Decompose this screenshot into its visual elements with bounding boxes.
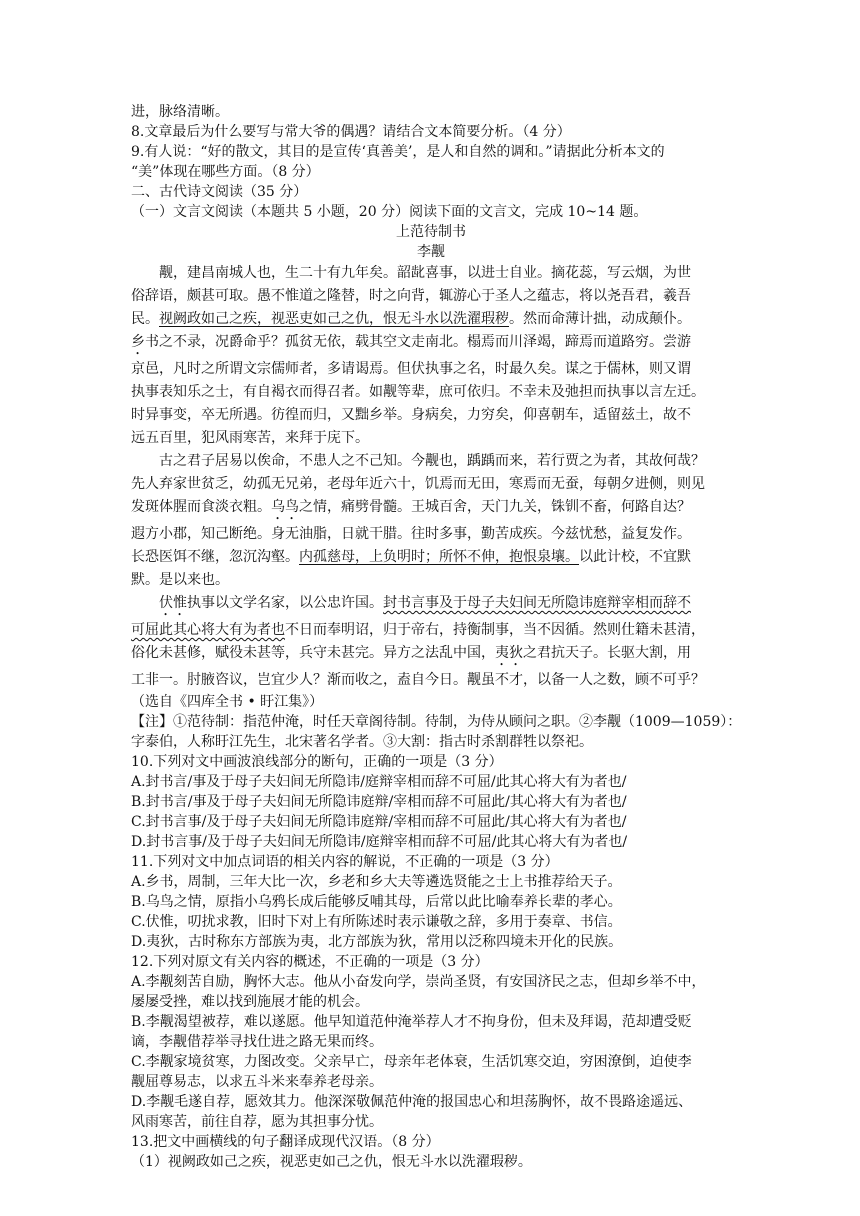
question-12-option-b: B.李觏渴望被荐，难以遂愿。他早知道范仲淹举荐人才不拘身份，但未及拜谒，范却遭受贬 (131, 1014, 692, 1030)
passage-line: 先人弃家世贫乏，幼孤无兄弟，老母年近六十，饥焉而无田，寒焉而无蚕，每朝夕进侧，则见 (131, 476, 705, 492)
passage-line: 觏，建昌南城人也，生二十有九年矣。韶龀喜事，以进士自业。摘花蕊，写云烟，为世 (159, 265, 691, 281)
passage-line: 时异事变，卒无所遇。彷徨而归，又黜乡举。身病矣，力穷矣，仰喜朝车，适留兹土，故不 (131, 407, 691, 423)
passage-line: 执事表知乐之士，有自褐衣而得召者。如觏等辈，庶可依归。不幸未及弛担而执事以言左迁。 (131, 384, 705, 400)
note-line-2: 字泰伯，人称盱江先生，北宋著名学者。③大割：指古时杀割群牲以祭祀。 (131, 734, 593, 750)
document-content (131, 102, 742, 1172)
underlined-sentence-1: 视阙政如己之疾，视恶吏如己之仇，恨无斗水以洗濯瑕秽 (159, 311, 509, 327)
question-10-option-b: B.封书言/事及于母子夫妇间无所隐讳庭辩/宰相而辞不可屈此/其心将大有为者也/ (131, 794, 627, 810)
question-10-option-d: D.封书言事/及于母子夫妇间无所隐讳/庭辩宰相而辞不可屈/此其心将大有为者也/ (131, 834, 628, 850)
passage-line: 发斑体腥而食淡衣粗。乌鸟之情，痛劈骨髓。王城百舍，天门九关，铢钏不畜，何路自达？ (131, 499, 691, 515)
question-11-option-b: B.乌鸟之情，原指小乌鸦长成后能够反哺其母，后常以此比喻奉养长辈的孝心。 (131, 894, 622, 910)
passage-line: 京邑，凡时之所谓文宗儒师者，多请谒焉。但伏执事之名，时最久矣。谋之于儒林，则又谓 (131, 361, 691, 377)
question-13-stem: 13.把文中画横线的句子翻译成现代汉语。（8 分） (131, 1134, 440, 1150)
dotted-word-yidi: 夷狄 (495, 645, 523, 661)
question-12-option-c-cont: 觏屈尊易志，以求五斗米来奉养老母亲。 (131, 1074, 383, 1090)
question-10-option-a: A.封书言/事及于母子夫妇间无所隐讳/庭辩宰相而辞不可屈/此其心将大有为者也/ (131, 774, 627, 790)
passage-line: 乡书之不录，况爵命乎？孤贫无依，载其空文走南北。榻焉而川泽竭，蹄焉而道路穷。尝游 (131, 334, 691, 350)
dotted-word-xiang: 乡 (131, 334, 145, 350)
note-line-1: 【注】①范待制：指范仲淹，时任天章阁待制。待制，为侍从顾问之职。②李觏（1009—1059）： (131, 714, 742, 730)
question-10-option-c: C.封书言事/及于母子夫妇间无所隐讳庭辩/宰相而辞不可屈此/其心将大有为者也/ (131, 814, 627, 830)
passage-line: 民。视阙政如己之疾，视恶吏如己之仇，恨无斗水以洗濯瑕秽。然而命薄计拙，动成颠仆。 (131, 311, 691, 327)
wavy-underlined-part-1: 封书言事及于母子夫妇间无所隐讳庭辩宰相而辞不 (383, 595, 691, 611)
passage-line: 遐方小郡，知己断绝。身无油脂，日就干腊。往时多事，勤苦成疾。今兹忧愁，益复发作。 (131, 526, 691, 542)
passage-source: （选自《四库全书 • 盱江集》） (131, 694, 324, 710)
passage-line: 工非一。肘腋咨议，岂宜少人？渐而收之，盍自今日。觏虽不才，以备一人之数，顾不可乎？ (131, 672, 705, 688)
passage-line: 古之君子居易以俟命，不患人之不己知。今觏也，踽踽而来，若行贾之为者，其故何哉？ (159, 453, 705, 469)
question-12-option-c: C.李觏家境贫寒，力图改变。父亲早亡，母亲年老体衰，生活饥寒交迫，穷困潦倒，迫使李 (131, 1054, 692, 1070)
question-11-option-a: A.乡书，周制，三年大比一次，乡老和乡大夫等遴选贤能之士上书推荐给天子。 (131, 874, 622, 890)
q7-answer-tail: 进，脉络清晰。 (131, 104, 229, 120)
wavy-underlined-part-2: 可屈此其心将大有为者也 (131, 622, 285, 638)
passage-author: 李觏 (417, 244, 445, 260)
question-9-line-2: “美”体现在哪些方面。（8 分） (131, 164, 320, 180)
question-12-option-d-cont: 风雨寒苦，前往自荐，愿为其担事分忧。 (131, 1114, 383, 1130)
question-13-item-1: （1）视阙政如己之疾，视恶吏如己之仇，恨无斗水以洗濯瑕秽。 (131, 1154, 532, 1170)
passage-line: 伏惟执事以文学名家，以公忠许国。封书言事及于母子夫妇间无所隐讳庭辩宰相而辞不 (159, 595, 691, 611)
dotted-word-fuwei: 伏惟 (159, 595, 187, 611)
question-12-stem: 12.下列对原文有关内容的概述，不正确的一项是（3 分） (131, 954, 489, 970)
question-11-stem: 11.下列对文中加点词语的相关内容的解说，不正确的一项是（3 分） (131, 854, 559, 870)
passage-title: 上范待制书 (396, 224, 466, 240)
passage-line: 默。是以来也。 (131, 572, 229, 588)
passage-line: 俗化未甚修，赋役未甚等，兵守未甚完。异方之法乱中国，夷狄之君抗天子。长驱大割，用 (131, 645, 691, 661)
underlined-sentence-2: 内孤慈母，上负明时；所怀不伸，抱恨泉壤。 (299, 549, 579, 565)
dotted-word-wuniao: 乌鸟 (271, 499, 299, 515)
question-11-option-c: C.伏惟，叨扰求教，旧时下对上有所陈述时表示谦敬之辞，多用于奏章、书信。 (131, 914, 622, 930)
question-11-option-d: D.夷狄，古时称东方部族为夷，北方部族为狄，常用以泛称四境未开化的民族。 (131, 934, 623, 950)
passage-line: 可屈此其心将大有为者也不日而奉明诏，归于帝右，持衡制事，当不因循。然则仕籍未甚清， (131, 622, 705, 638)
question-12-option-a-cont: 屡屡受挫，难以找到施展才能的机会。 (131, 994, 369, 1010)
question-12-option-b-cont: 谪，李觏借荐举寻找仕进之路无果而终。 (131, 1034, 383, 1050)
subsection-heading: （一）文言文阅读（本题共 5 小题，20 分）阅读下面的文言文，完成 10~14 题。 (131, 204, 648, 220)
question-12-option-d: D.李觏毛遂自荐，愿效其力。他深深敬佩范仲淹的报国忠心和坦荡胸怀，故不畏路途遥远、 (131, 1094, 693, 1110)
question-8: 8.文章最后为什么要写与常大爷的偶遇？请结合文本简要分析。（4 分） (131, 124, 571, 140)
passage-line: 俗辞语，颇甚可取。愚不惟道之隆替，时之向背，辄游心于圣人之蕴志，将以尧吾君，羲吾 (131, 288, 691, 304)
question-10-stem: 10.下列对文中画波浪线部分的断句，正确的一项是（3 分） (131, 754, 503, 770)
question-9-line-1: 9.有人说：“好的散文，其目的是宣传‘真善美’，是人和自然的调和。”请据此分析本文的 (131, 144, 665, 160)
section-heading: 二、古代诗文阅读（35 分） (131, 184, 308, 200)
question-12-option-a: A.李觏刻苦自励，胸怀大志。他从小奋发向学，崇尚圣贤，有安国济民之志，但却乡举不中， (131, 974, 706, 990)
passage-line: 长恐医饵不继，忽沉沟壑。内孤慈母，上负明时；所怀不伸，抱恨泉壤。以此计校，不宜默 (131, 549, 691, 565)
passage-line: 远五百里，犯风雨寒苦，来拜于庑下。 (131, 430, 369, 446)
